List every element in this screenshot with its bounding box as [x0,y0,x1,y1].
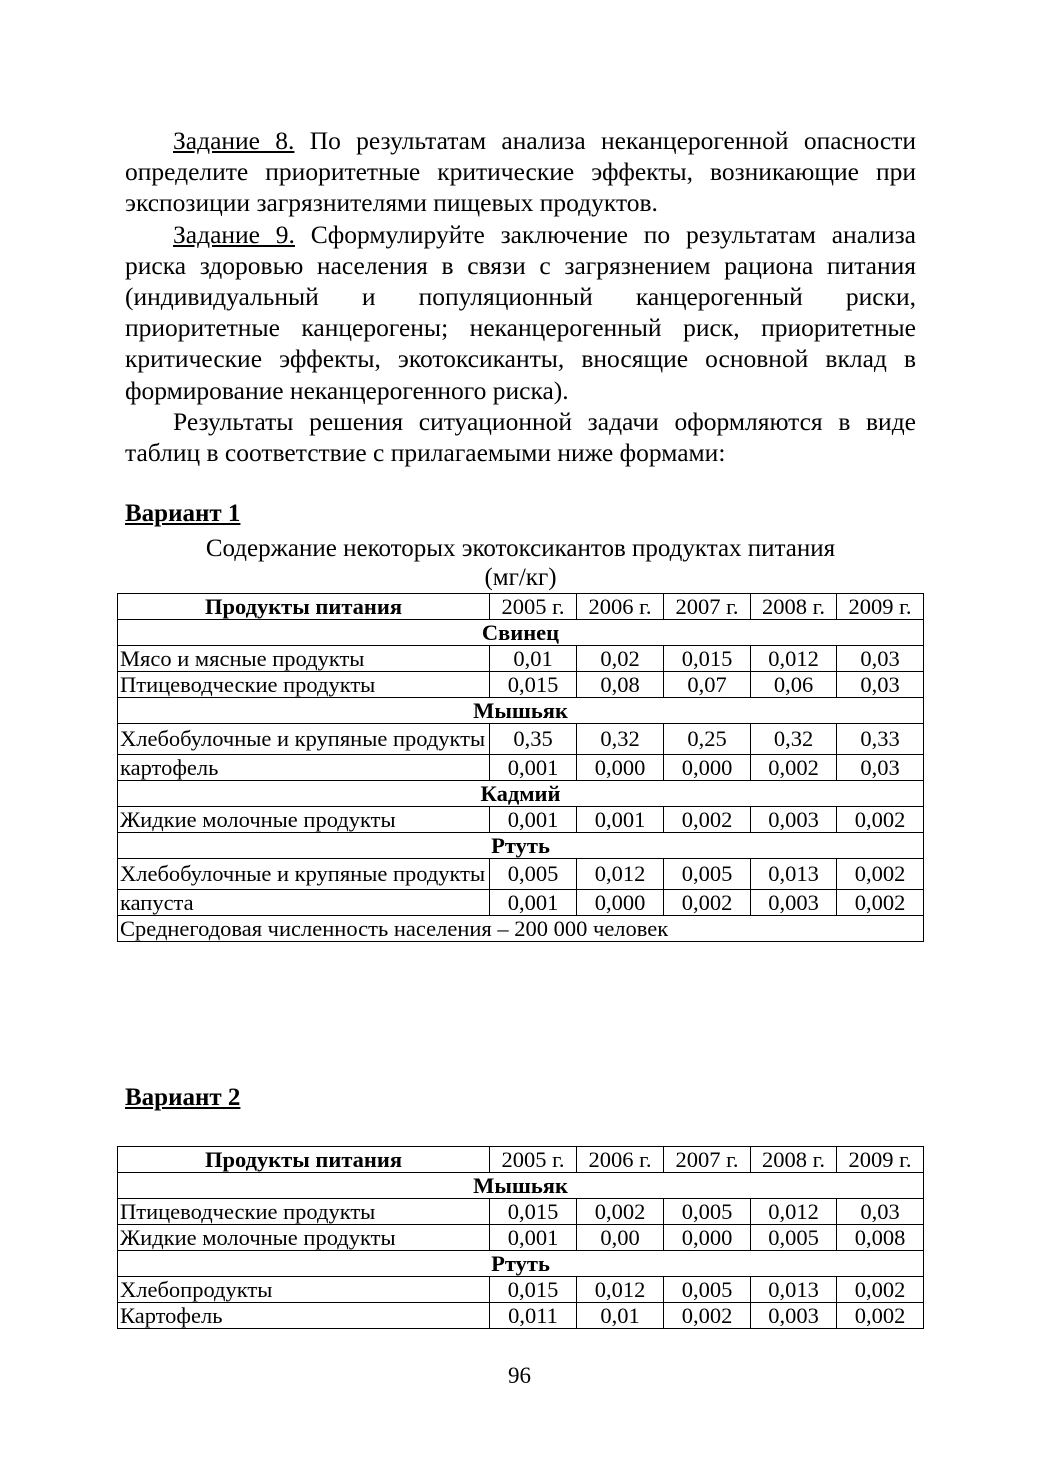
value-cell: 0,32 [577,724,664,755]
value-cell: 0,002 [837,890,924,916]
results-paragraph: Результаты решения ситуационной задачи оформляются в виде таблиц в соответствие с прилагаемыми ниже формами: [125,406,916,468]
task9-text: Сформулируйте заключение по результатам анализа риска здоровью населения в связи с загрязнением рациона питания (индивидуальный и популяционный канцерогенный риски, приоритетные канцерогены; неканцерогенный риск, приоритетные критические эффекты, экотоксиканты, вносящие основной вклад в формирование неканцерогенного риска). [125,219,916,405]
variant2-table [117,1146,924,1329]
header-year: 2005 г. [490,594,577,620]
value-cell: 0,011 [490,1303,577,1329]
product-name: капуста [118,890,490,916]
page-number: 96 [508,1363,531,1388]
value-cell: 0,005 [664,859,751,890]
table-row [118,1277,924,1303]
table-row [118,1199,924,1225]
product-name: Хлебобулочные и крупяные продукты [118,724,490,755]
table-row [118,672,924,698]
body-text [125,125,916,468]
table-header-row [118,1147,924,1173]
group-row [118,1173,924,1199]
value-cell: 0,32 [751,724,837,755]
value-cell: 0,015 [490,672,577,698]
variant1-table [117,593,924,942]
header-year: 2009 г. [837,1147,924,1173]
pollutant-name: Кадмий [118,781,924,807]
value-cell: 0,015 [664,646,751,672]
header-products: Продукты питания [118,1147,490,1173]
value-cell: 0,001 [577,807,664,833]
footer-row [118,916,924,942]
value-cell: 0,001 [490,1225,577,1251]
value-cell: 0,015 [490,1277,577,1303]
value-cell: 0,001 [490,755,577,781]
caption-line1: Содержание некоторых экотоксикантов продуктах питания [205,535,836,562]
table-row [118,724,924,755]
header-year: 2009 г. [837,594,924,620]
table-row [118,646,924,672]
value-cell: 0,02 [577,646,664,672]
product-name: Картофель [118,1303,490,1329]
header-products: Продукты питания [118,594,490,620]
value-cell: 0,000 [577,755,664,781]
product-name: Жидкие молочные продукты [118,1225,490,1251]
table-row [118,1225,924,1251]
caption-line2: (мг/кг) [484,564,557,591]
value-cell: 0,003 [751,1303,837,1329]
table-row [118,1303,924,1329]
value-cell: 0,002 [837,1303,924,1329]
variant1-heading: Вариант 1 [125,500,241,527]
value-cell: 0,003 [751,807,837,833]
task8-label: Задание 8. [173,126,295,155]
pollutant-name: Мышьяк [118,698,924,724]
product-name: Хлебобулочные и крупяные продукты [118,859,490,890]
product-name: Мясо и мясные продукты [118,646,490,672]
header-year: 2006 г. [577,1147,664,1173]
value-cell: 0,01 [490,646,577,672]
product-name: Хлебопродукты [118,1277,490,1303]
value-cell: 0,012 [751,1199,837,1225]
value-cell: 0,002 [837,807,924,833]
pollutant-name: Мышьяк [118,1173,924,1199]
value-cell: 0,000 [664,755,751,781]
value-cell: 0,002 [751,755,837,781]
value-cell: 0,03 [837,755,924,781]
header-year: 2008 г. [751,1147,837,1173]
value-cell: 0,08 [577,672,664,698]
value-cell: 0,03 [837,672,924,698]
product-name: Птицеводческие продукты [118,1199,490,1225]
task9-paragraph [125,219,916,406]
value-cell: 0,00 [577,1225,664,1251]
group-row [118,620,924,646]
table-header-row [118,594,924,620]
value-cell: 0,001 [490,890,577,916]
value-cell: 0,01 [577,1303,664,1329]
table-row [118,859,924,890]
header-year: 2005 г. [490,1147,577,1173]
value-cell: 0,003 [751,890,837,916]
value-cell: 0,013 [751,859,837,890]
value-cell: 0,03 [837,646,924,672]
table-row [118,807,924,833]
value-cell: 0,000 [577,890,664,916]
group-row [118,698,924,724]
value-cell: 0,015 [490,1199,577,1225]
value-cell: 0,005 [664,1277,751,1303]
group-row [118,833,924,859]
header-year: 2008 г. [751,594,837,620]
task8-paragraph [125,125,916,219]
value-cell: 0,06 [751,672,837,698]
value-cell: 0,07 [664,672,751,698]
value-cell: 0,002 [577,1199,664,1225]
value-cell: 0,002 [664,890,751,916]
value-cell: 0,005 [664,1199,751,1225]
value-cell: 0,25 [664,724,751,755]
table-row [118,890,924,916]
group-row [118,1251,924,1277]
variant1-caption [118,534,923,592]
population-note: Среднегодовая численность населения – 200 000 человек [118,916,924,942]
value-cell: 0,35 [490,724,577,755]
value-cell: 0,013 [751,1277,837,1303]
pollutant-name: Ртуть [118,833,924,859]
header-year: 2006 г. [577,594,664,620]
header-year: 2007 г. [664,594,751,620]
product-name: Птицеводческие продукты [118,672,490,698]
value-cell: 0,002 [664,1303,751,1329]
value-cell: 0,012 [577,859,664,890]
value-cell: 0,008 [837,1225,924,1251]
pollutant-name: Свинец [118,620,924,646]
variant2-heading: Вариант 2 [125,1084,241,1111]
product-name: картофель [118,755,490,781]
group-row [118,781,924,807]
value-cell: 0,002 [664,807,751,833]
value-cell: 0,03 [837,1199,924,1225]
value-cell: 0,33 [837,724,924,755]
value-cell: 0,012 [751,646,837,672]
value-cell: 0,001 [490,807,577,833]
header-year: 2007 г. [664,1147,751,1173]
task8-text: По результатам анализа неканцерогенной опасности определите приоритетные критические эффекты, возникающие при экспозиции загрязнителями пищевых продуктов. [125,126,916,218]
task9-label: Задание 9. [173,219,295,249]
pollutant-name: Ртуть [118,1251,924,1277]
product-name: Жидкие молочные продукты [118,807,490,833]
value-cell: 0,002 [837,1277,924,1303]
value-cell: 0,005 [490,859,577,890]
value-cell: 0,000 [664,1225,751,1251]
value-cell: 0,002 [837,859,924,890]
value-cell: 0,005 [751,1225,837,1251]
table-row [118,755,924,781]
value-cell: 0,012 [577,1277,664,1303]
